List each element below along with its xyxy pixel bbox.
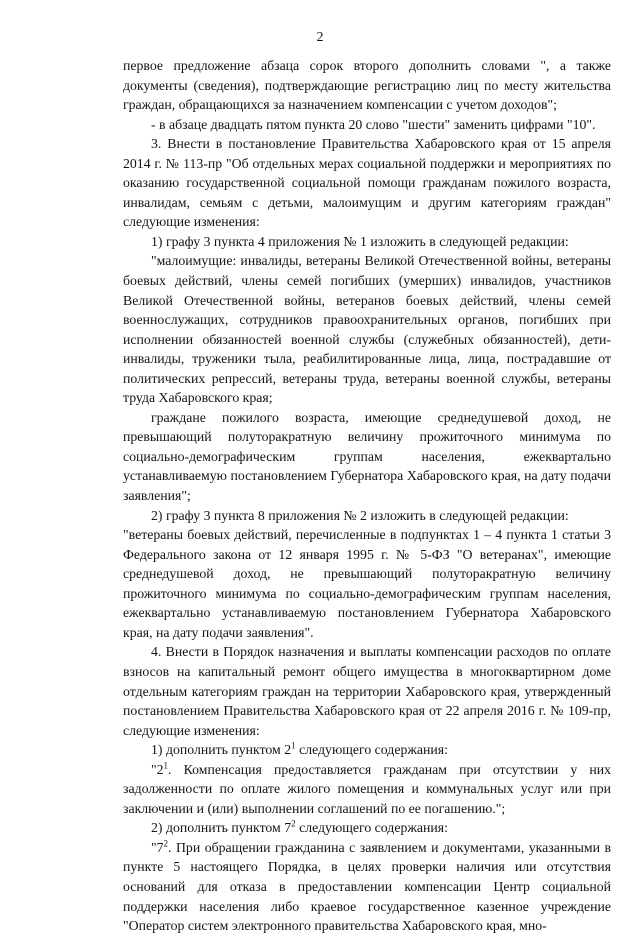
- paragraph-11: [123, 760, 611, 819]
- paragraph-10-text: 1) дополнить пунктом 2: [151, 742, 292, 758]
- document-body: [123, 56, 611, 936]
- paragraph-12-tail: следующего содержания:: [295, 820, 448, 836]
- paragraph-11-tail: . Компенсация предоставляется гражданам при отсутствии у них задолженности по оплате жилого помещения и коммунальных услуг или при заключении и (или) выполнении соглашений по ее погашению.";: [123, 761, 611, 816]
- paragraph-1: первое предложение абзаца сорок второго дополнить словами ", а также документы (сведения), подтверждающие регистрацию лиц по месту жительства граждан, обращающихся за назначением компенсации с учетом доходов";: [123, 58, 611, 113]
- paragraph-9: 4. Внести в Порядок назначения и выплаты компенсации расходов по оплате взносов на капитальный ремонт общего имущества в многоквартирном доме отдельным категориям граждан на территории Хабаровского края, утвержденный постановлением Правительства Хабаровского края от 22 апреля 2016 г. № 109-пр, следующие изменения:: [123, 644, 611, 738]
- superscript: 2: [163, 838, 169, 849]
- page-number: 2: [316, 30, 324, 45]
- paragraph-5: "малоимущие: инвалиды, ветераны Великой Отечественной войны, ветераны боевых действий, члены семей погибших (умерших) инвалидов, участников Великой Отечественной войны, ветеранов боевых действий, члены семей военнослужащих, сотрудников правоохранительных органов, погибших при исполнении обязанностей военной службы (служебных обязанностей), дети-инвалиды, труженики тыла, реабилитированные лица, лица, пострадавшие от политических репрессий, ветераны труда, ветераны военной службы, ветераны труда Хабаровского края;: [123, 253, 611, 406]
- paragraph-13: [123, 838, 611, 936]
- paragraph-13-tail: . При обращении гражданина с заявлением и документами, указанными в пункте 5 настоящего Порядка, в целях проверки наличия или отсутствия оснований для отказа в предоставлении компенсации Центр социальной поддержки населения либо краевое государственное казенное учреждение "Оператор систем электронного правительства Хабаровского края, мно-: [123, 839, 611, 934]
- superscript: 1: [291, 740, 296, 751]
- paragraph-7: 2) графу 3 пункта 8 приложения № 2 изложить в следующей редакции:: [151, 507, 569, 523]
- paragraph-12: [123, 818, 611, 838]
- paragraph-11-text: "2: [151, 761, 164, 777]
- paragraph-10-tail: следующего содержания:: [295, 742, 448, 758]
- paragraph-13-text: "7: [151, 839, 164, 855]
- paragraph-10: [123, 740, 611, 760]
- paragraph-6: граждане пожилого возраста, имеющие среднедушевой доход, не превышающий полуторакратную величину прожиточного минимума по социально-демографическим группам населения, ежеквартально устанавливаемую постановлением Губернатора Хабаровского края, на дату подачи заявления";: [123, 409, 611, 504]
- paragraph-4: 1) графу 3 пункта 4 приложения № 1 изложить в следующей редакции:: [151, 233, 569, 249]
- paragraph-2: - в абзаце двадцать пятом пункта 20 слово "шести" заменить цифрами "10".: [151, 116, 596, 132]
- superscript: 2: [291, 818, 296, 829]
- superscript: 1: [163, 760, 169, 771]
- paragraph-3: 3. Внести в постановление Правительства Хабаровского края от 15 апреля 2014 г. № 113-пр "Об отдельных мерах социальной поддержки и мероприятиях по оказанию государственной социальной помощи гражданам пожилого возраста, инвалидам, семьям с детьми, малоимущим и другим категориям граждан" следующие изменения:: [123, 136, 611, 230]
- paragraph-8: "ветераны боевых действий, перечисленные в подпунктах 1 – 4 пункта 1 статьи 3 Федерального закона от 12 января 1995 г. № 5-ФЗ "О ветеранах", имеющие среднедушевой доход, не превышающий полуторакратную величину прожиточного минимума по социально-демографическим группам населения, ежеквартально устанавливаемую постановлением Губернатора Хабаровского края, на дату подачи заявления".: [123, 527, 611, 640]
- paragraph-12-text: 2) дополнить пунктом 7: [151, 820, 292, 836]
